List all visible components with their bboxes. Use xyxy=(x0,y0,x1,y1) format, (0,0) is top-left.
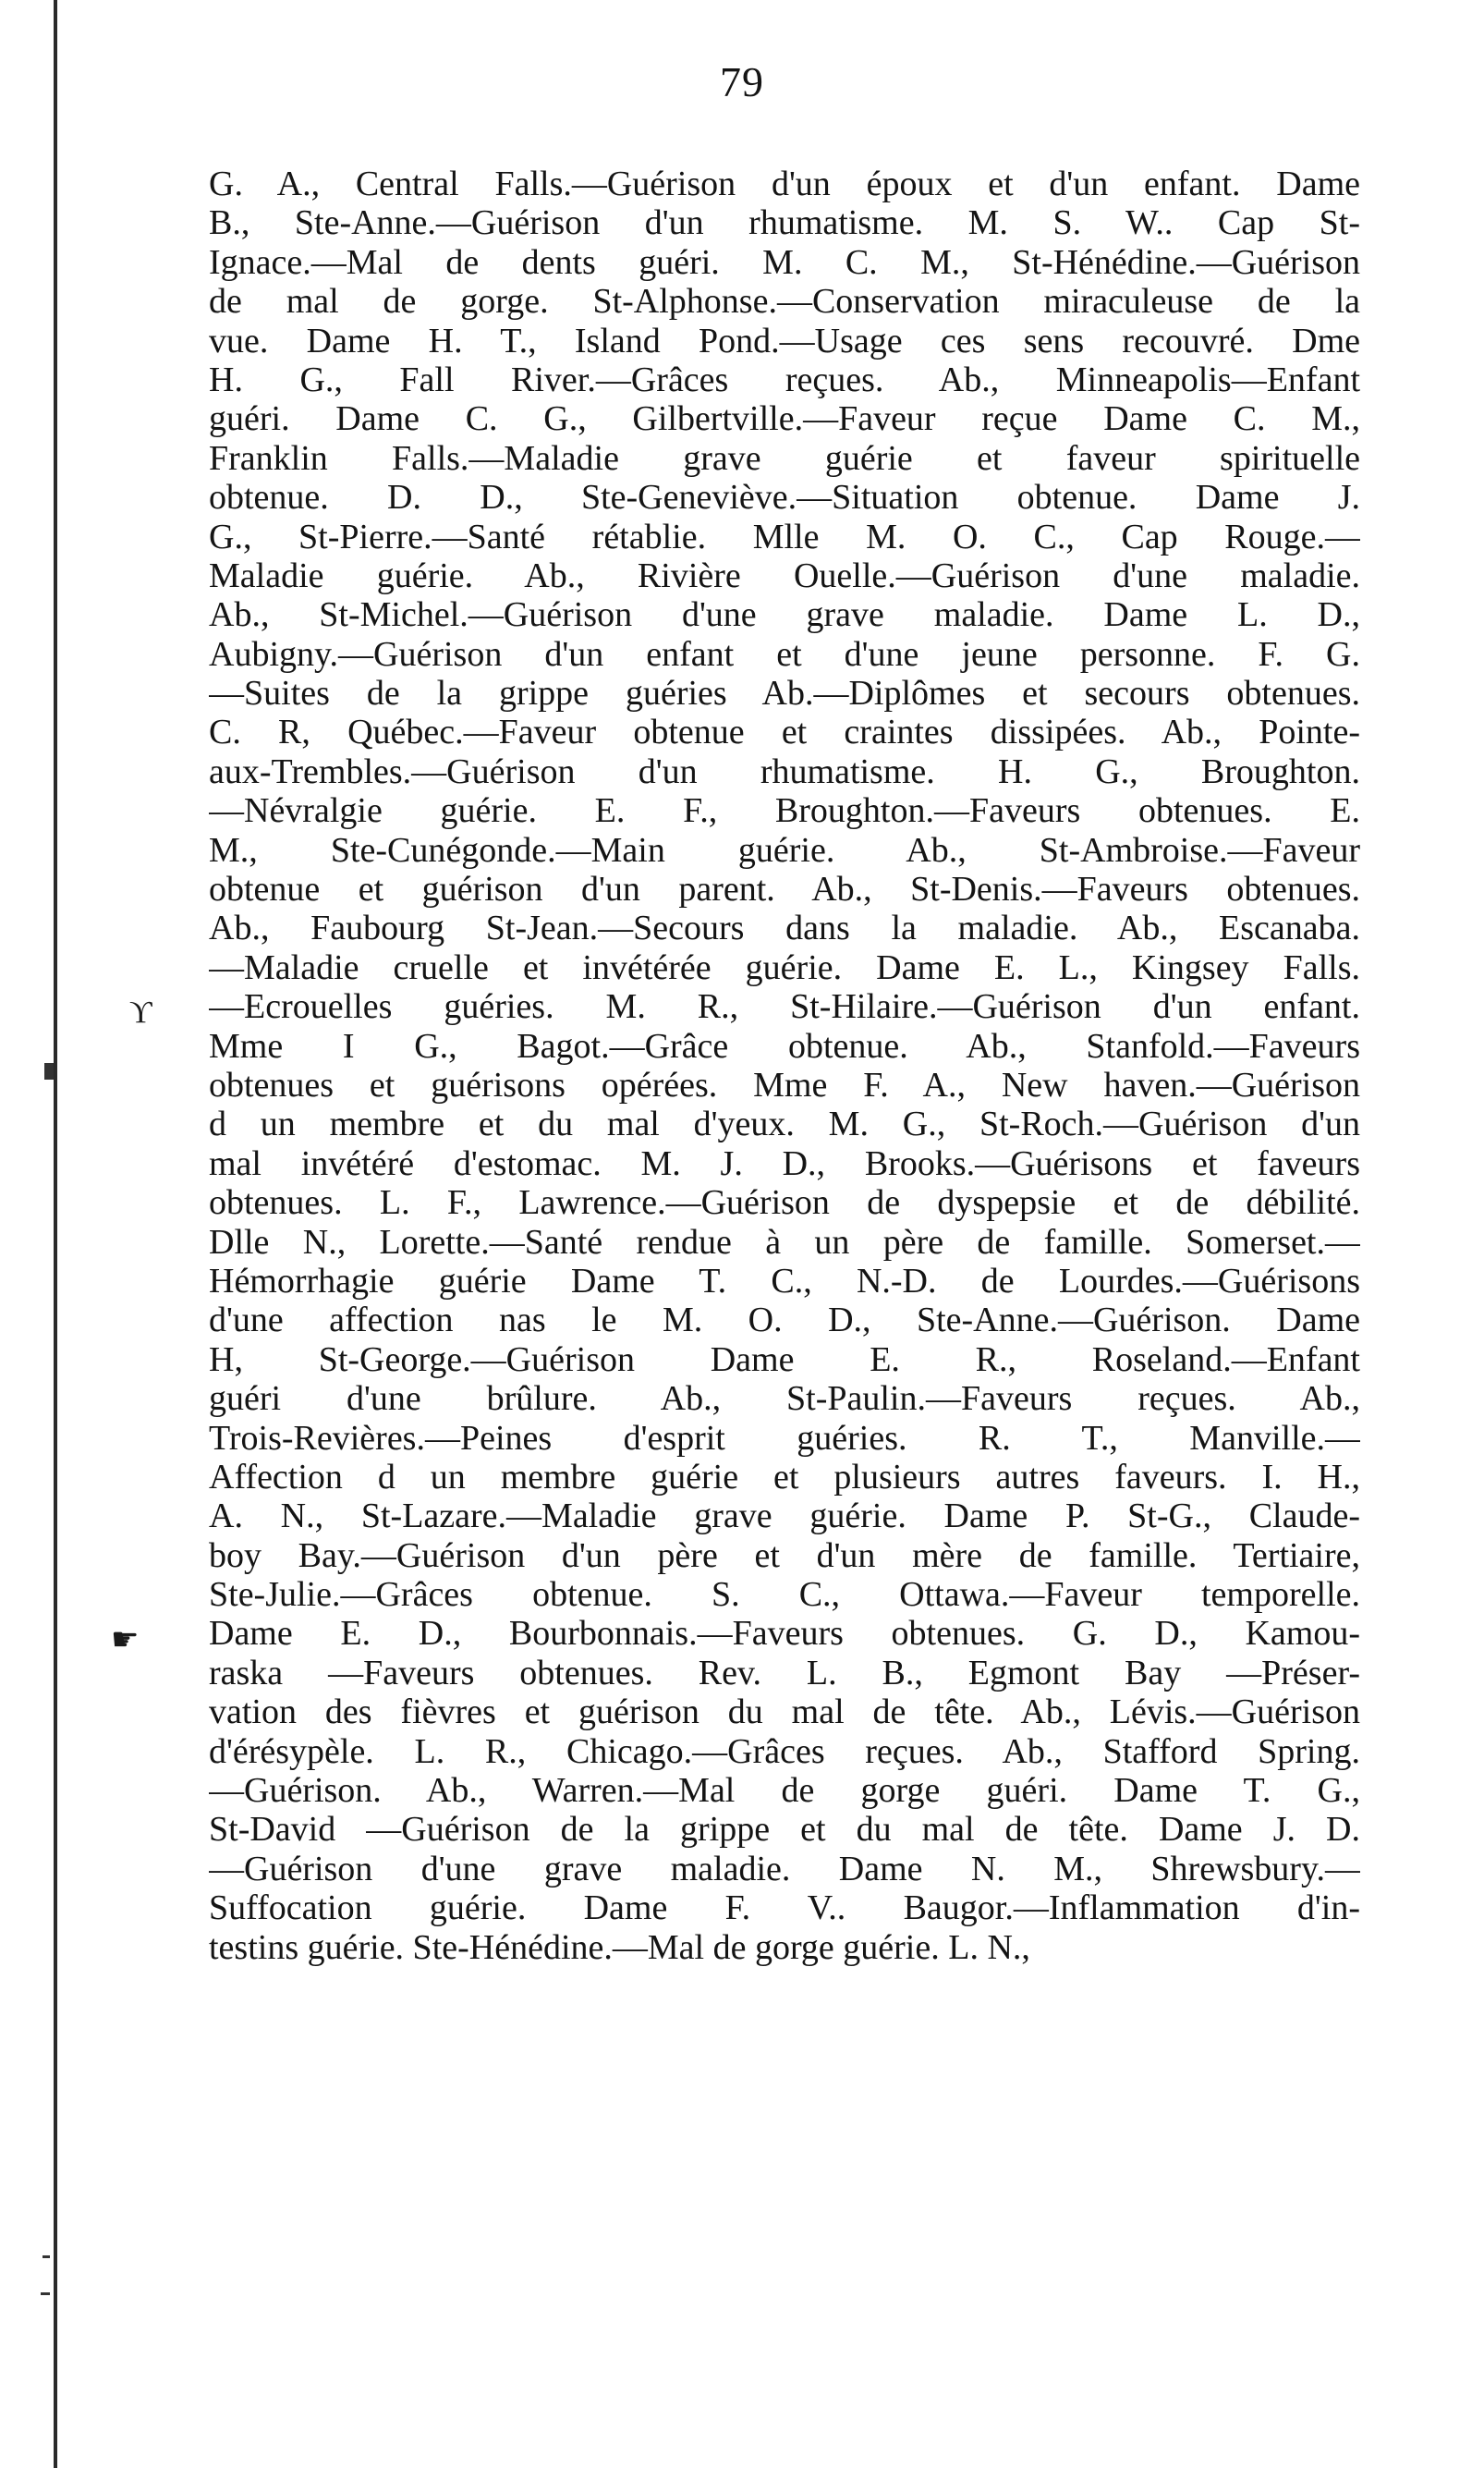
text-line: boy Bay.—Guérison d'un père et d'un mère de famille. Tertiaire, xyxy=(209,1535,1360,1575)
text-line: Ab., St-Michel.—Guérison d'une grave maladie. Dame L. D., xyxy=(209,595,1360,635)
text-line: —Guérison d'une grave maladie. Dame N. M., Shrewsbury.— xyxy=(209,1849,1360,1888)
text-line: testins guérie. Ste-Hénédine.—Mal de gorge guérie. L. N., xyxy=(209,1927,1030,1967)
text-line: Ab., Faubourg St-Jean.—Secours dans la maladie. Ab., Escanaba. xyxy=(209,909,1360,948)
text-line: Aubigny.—Guérison d'un enfant et d'une jeune personne. F. G. xyxy=(209,634,1360,674)
text-line: H. G., Fall River.—Grâces reçues. Ab., Minneapolis—Enfant xyxy=(209,360,1360,399)
text-line: obtenue et guérison d'un parent. Ab., St-Denis.—Faveurs obtenues. xyxy=(209,870,1360,910)
text-line: Affection d un membre guérie et plusieurs autres faveurs. I. H., xyxy=(209,1457,1360,1497)
text-line: raska —Faveurs obtenues. Rev. L. B., Egmont Bay —Préser- xyxy=(209,1653,1360,1692)
text-line: G. A., Central Falls.—Guérison d'un époux et d'un enfant. Dame xyxy=(209,165,1360,203)
text-line: C. R, Québec.—Faveur obtenue et craintes dissipées. Ab., Pointe- xyxy=(209,713,1360,752)
text-line: obtenues et guérisons opérées. Mme F. A., New haven.—Guérison xyxy=(209,1065,1360,1105)
text-line: —Névralgie guérie. E. F., Broughton.—Faveurs obtenues. E. xyxy=(209,791,1360,831)
text-line: —Suites de la grippe guéries Ab.—Diplômes et secours obtenues. xyxy=(209,674,1360,714)
text-line: mal invétéré d'estomac. M. J. D., Brooks.—Guérisons et faveurs xyxy=(209,1143,1360,1183)
text-line: guéri. Dame C. G., Gilbertville.—Faveur reçue Dame C. M., xyxy=(209,399,1360,439)
text-line: —Maladie cruelle et invétérée guérie. Dame E. L., Kingsey Falls. xyxy=(209,947,1360,987)
text-line: B., Ste-Anne.—Guérison d'un rhumatisme. M. S. W.. Cap St- xyxy=(209,203,1360,243)
margin-mark-arrow: ϒ xyxy=(129,996,152,1030)
text-line: Dame E. D., Bourbonnais.—Faveurs obtenues. G. D., Kamou- xyxy=(209,1614,1360,1654)
body-text xyxy=(209,165,1360,1967)
text-line: M., Ste-Cunégonde.—Main guérie. Ab., St-Ambroise.—Faveur xyxy=(209,830,1360,870)
text-line: A. N., St-Lazare.—Maladie grave guérie. Dame P. St-G., Claude- xyxy=(209,1497,1360,1536)
text-line: Hémorrhagie guérie Dame T. C., N.-D. de Lourdes.—Guérisons xyxy=(209,1261,1360,1301)
text-line: obtenues. L. F., Lawrence.—Guérison de dyspepsie et de débilité. xyxy=(209,1183,1360,1223)
text-line: Trois-Revières.—Peines d'esprit guéries. R. T., Manville.— xyxy=(209,1418,1360,1458)
text-line: aux-Trembles.—Guérison d'un rhumatisme. H. G., Broughton. xyxy=(209,751,1360,791)
text-line: Ignace.—Mal de dents guéri. M. C. M., St-Hénédine.—Guérison xyxy=(209,242,1360,282)
binding-edge xyxy=(54,0,57,2468)
binding-fleck xyxy=(44,1063,54,1080)
text-line: Suffocation guérie. Dame F. V.. Baugor.—Inflammation d'in- xyxy=(209,1888,1360,1928)
text-line: obtenue. D. D., Ste-Geneviève.—Situation obtenue. Dame J. xyxy=(209,478,1360,518)
text-line: Dlle N., Lorette.—Santé rendue à un père de famille. Somerset.— xyxy=(209,1222,1360,1262)
text-line: G., St-Pierre.—Santé rétablie. Mlle M. O. C., Cap Rouge.— xyxy=(209,517,1360,556)
text-line: Franklin Falls.—Maladie grave guérie et faveur spirituelle xyxy=(209,438,1360,478)
text-line: de mal de gorge. St-Alphonse.—Conservation miraculeuse de la xyxy=(209,282,1360,322)
text-line: Maladie guérie. Ab., Rivière Ouelle.—Guérison d'une maladie. xyxy=(209,556,1360,595)
text-line: —Ecrouelles guéries. M. R., St-Hilaire.—Guérison d'un enfant. xyxy=(209,987,1360,1027)
text-line: St-David —Guérison de la grippe et du mal de tête. Dame J. D. xyxy=(209,1810,1360,1850)
text-line: vue. Dame H. T., Island Pond.—Usage ces sens recouvré. Dme xyxy=(209,321,1360,360)
text-line: guéri d'une brûlure. Ab., St-Paulin.—Faveurs reçues. Ab., xyxy=(209,1379,1360,1419)
text-line: d'une affection nas le M. O. D., Ste-Anne.—Guérison. Dame xyxy=(209,1301,1360,1340)
binding-fleck xyxy=(41,2292,50,2295)
margin-mark-pointing-hand: ☛ xyxy=(111,1623,140,1657)
text-line: d'érésypèle. L. R., Chicago.—Grâces reçues. Ab., Stafford Spring. xyxy=(209,1731,1360,1771)
text-line: —Guérison. Ab., Warren.—Mal de gorge guéri. Dame T. G., xyxy=(209,1771,1360,1811)
text-line: vation des fièvres et guérison du mal de tête. Ab., Lévis.—Guérison xyxy=(209,1692,1360,1732)
text-line: H, St-George.—Guérison Dame E. R., Roseland.—Enfant xyxy=(209,1339,1360,1379)
text-line: Ste-Julie.—Grâces obtenue. S. C., Ottawa.—Faveur temporelle. xyxy=(209,1575,1360,1615)
binding-fleck xyxy=(43,2255,50,2258)
page-number: 79 xyxy=(720,58,764,105)
text-line: d un membre et du mal d'yeux. M. G., St-Roch.—Guérison d'un xyxy=(209,1105,1360,1144)
text-line: Mme I G., Bagot.—Grâce obtenue. Ab., Stanfold.—Faveurs xyxy=(209,1026,1360,1066)
